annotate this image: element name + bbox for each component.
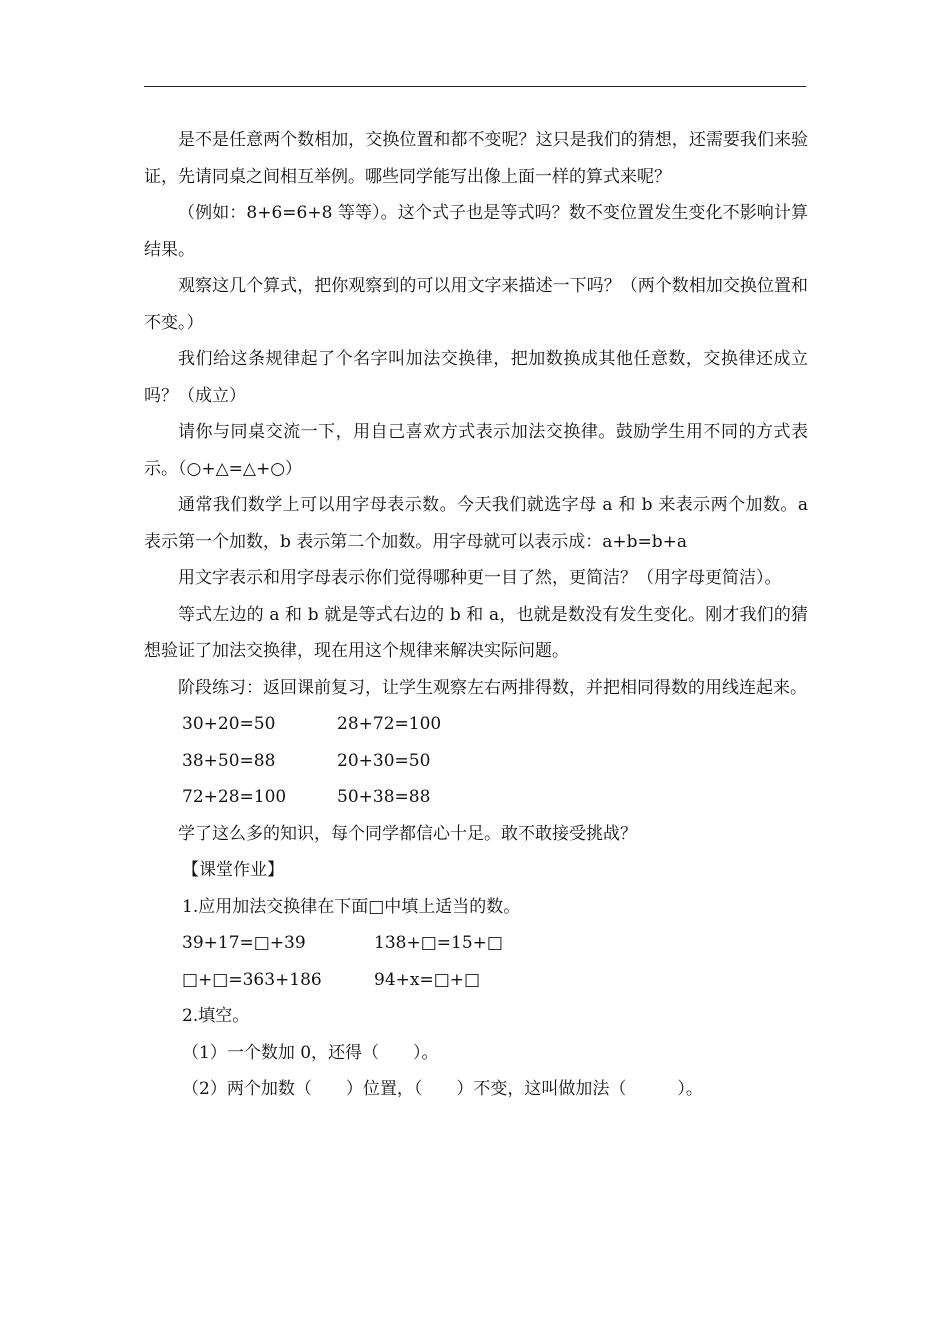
fill-in-equation: □+□=363+186	[182, 969, 322, 990]
right-equation: 20+30=50	[337, 750, 431, 771]
left-equation: 30+20=50	[182, 714, 276, 734]
paragraph: 我们给这条规律起了个名字叫加法交换律，把加数换成其他任意数，交换律还成立吗？（成立）	[144, 349, 808, 406]
left-equation: 38+50=88	[182, 750, 276, 771]
fill-in-equation: 94+x=□+□	[374, 969, 481, 990]
right-equation: 28+72=100	[337, 714, 442, 734]
question-2-item: （1）一个数加 0，还得（ ）。	[182, 1042, 439, 1063]
fill-in-equation: 39+17=□+39	[182, 933, 306, 953]
paragraph: （例如：8+6=6+8 等等）。这个式子也是等式吗？数不变位置发生变化不影响计算结果。	[144, 203, 808, 260]
header-rule	[144, 86, 806, 87]
document-body	[144, 122, 808, 1108]
paragraph: 阶段练习：返回课前复习，让学生观察左右两排得数，并把相同得数的用线连起来。	[178, 677, 807, 698]
paragraph: 通常我们数学上可以用字母表示数。今天我们就选字母 a 和 b 来表示两个加数。a 表示第一个加数，b 表示第二个加数。用字母就可以表示成：a+b=b+a	[144, 495, 808, 552]
question-2-title: 2.填空。	[182, 1006, 250, 1026]
paragraph: 观察这几个算式，把你观察到的可以用文字来描述一下吗？（两个数相加交换位置和不变。）	[144, 276, 808, 333]
challenge-text: 学了这么多的知识，每个同学都信心十足。敢不敢接受挑战？	[178, 823, 637, 844]
left-equation: 72+28=100	[182, 787, 287, 807]
right-equation: 50+38=88	[337, 787, 431, 807]
question-2-item: （2）两个加数（ ）位置，（ ）不变，这叫做加法（ ）。	[182, 1079, 703, 1099]
matching-row	[144, 743, 808, 780]
paragraph: 用文字表示和用字母表示你们觉得哪种更一目了然，更简洁？（用字母更简洁）。	[178, 568, 782, 588]
question-1-row	[144, 962, 808, 999]
paragraph: 等式左边的 a 和 b 就是等式右边的 b 和 a，也就是数没有发生变化。刚才我们的猜想验证了加法交换律，现在用这个规律来解决实际问题。	[144, 604, 808, 661]
paragraph: 是不是任意两个数相加，交换位置和都不变呢？这只是我们的猜想，还需要我们来验证，先请同桌之间相互举例。哪些同学能写出像上面一样的算式来呢？	[144, 130, 808, 187]
question-1-title: 1.应用加法交换律在下面□中填上适当的数。	[182, 896, 521, 917]
question-1-row	[144, 925, 808, 962]
homework-title: 【课堂作业】	[182, 860, 284, 880]
matching-row	[144, 779, 808, 816]
fill-in-equation: 138+□=15+□	[374, 933, 503, 953]
matching-row	[144, 706, 808, 743]
paragraph: 请你与同桌交流一下，用自己喜欢方式表示加法交换律。鼓励学生用不同的方式表示。（○+△=△+○）	[144, 422, 808, 479]
matching-exercise	[144, 706, 808, 816]
